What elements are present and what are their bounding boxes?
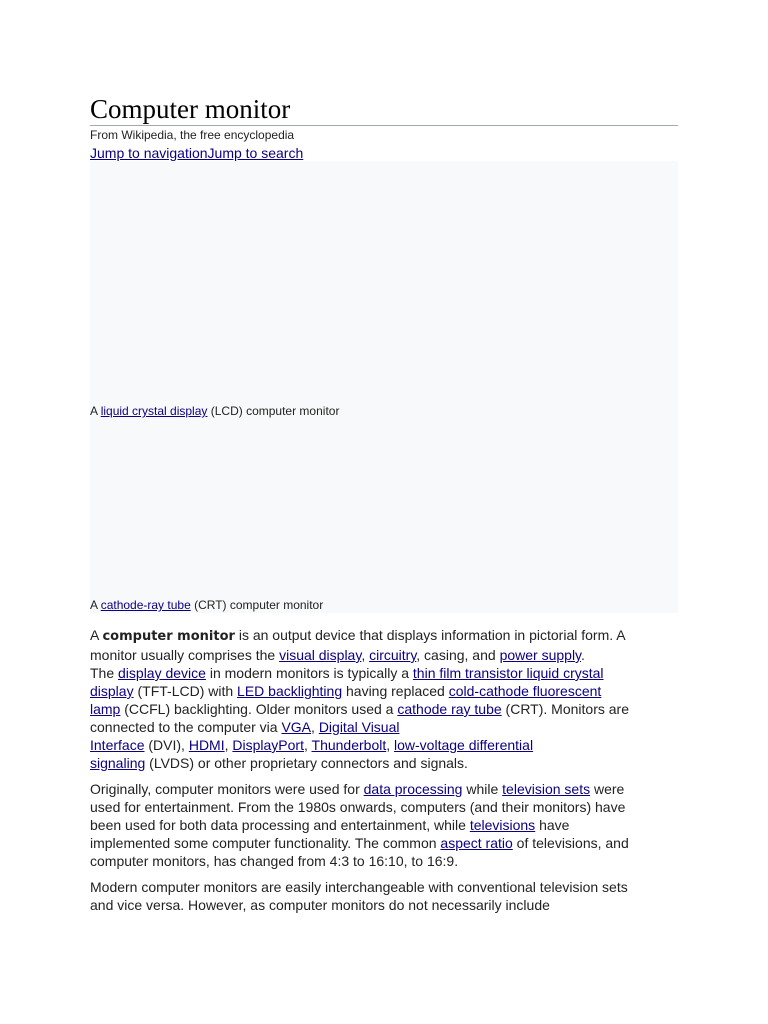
text: (CCFL) backlighting. Older monitors used a <box>120 701 398 717</box>
hdmi-link[interactable]: HDMI <box>188 737 225 753</box>
text-line <box>90 646 678 664</box>
aspect-ratio-link[interactable]: aspect ratio <box>440 835 513 851</box>
televisions-link[interactable]: televisions <box>469 817 536 833</box>
text: been used for both data processing and entertainment, while <box>90 817 470 833</box>
visual-display-link[interactable]: visual display <box>279 647 362 663</box>
text: A <box>90 627 103 643</box>
dvi-link[interactable]: Digital Visual <box>318 719 400 735</box>
ccfl-link[interactable]: cold-cathode fluorescent <box>448 683 602 699</box>
text-line <box>90 664 678 682</box>
text: monitor usually comprises the <box>90 647 280 663</box>
jump-to-search-link[interactable]: Jump to search <box>207 145 304 161</box>
displayport-link[interactable]: DisplayPort <box>232 737 304 753</box>
lvds-link[interactable]: low-voltage differential <box>394 737 534 753</box>
text-line <box>90 834 678 852</box>
jump-to-navigation-link[interactable]: Jump to navigation <box>90 145 208 161</box>
intro-paragraph <box>90 626 678 772</box>
infobox <box>90 161 678 613</box>
text: implemented some computer functionality. The common <box>90 835 441 851</box>
text-line <box>90 626 678 646</box>
jump-links <box>90 145 303 162</box>
title-divider <box>90 125 678 126</box>
page-title: Computer monitor <box>90 94 291 124</box>
text: Originally, computer monitors were used for <box>90 781 364 797</box>
article-body <box>90 626 678 922</box>
dvi-link[interactable]: Interface <box>90 737 145 753</box>
text-line: used for entertainment. From the 1980s onwards, computers (and their monitors) have <box>90 799 626 815</box>
text-line: Modern computer monitors are easily interchangeable with conventional television sets <box>90 879 628 895</box>
text: of televisions, and <box>512 835 629 851</box>
text-line <box>90 682 678 700</box>
caption-text: (CRT) computer monitor <box>190 598 324 612</box>
text: The <box>90 665 119 681</box>
text: having replaced <box>342 683 449 699</box>
text: in modern monitors is typically a <box>205 665 413 681</box>
text: were <box>590 781 625 797</box>
vga-link[interactable]: VGA <box>281 719 312 735</box>
data-processing-link[interactable]: data processing <box>363 781 463 797</box>
display-device-link[interactable]: display device <box>118 665 206 681</box>
text-line <box>90 700 678 718</box>
crt-image-caption <box>90 598 323 613</box>
television-sets-link[interactable]: television sets <box>502 781 591 797</box>
text: , casing, and <box>416 647 500 663</box>
text-line <box>90 736 678 754</box>
cathode-ray-tube-link[interactable]: cathode-ray tube <box>100 598 191 612</box>
text: , <box>311 719 319 735</box>
text: have <box>535 817 570 833</box>
led-backlighting-link[interactable]: LED backlighting <box>237 683 343 699</box>
text-line <box>90 754 678 772</box>
text: (TFT-LCD) with <box>133 683 238 699</box>
liquid-crystal-display-link[interactable]: liquid crystal display <box>100 404 208 418</box>
thunderbolt-link[interactable]: Thunderbolt <box>311 737 387 753</box>
bold-term: computer monitor <box>102 629 235 644</box>
tft-lcd-link[interactable]: display <box>90 683 134 699</box>
text: (CRT). Monitors are <box>501 701 629 717</box>
lcd-image-caption <box>90 404 339 419</box>
text: , <box>386 737 395 753</box>
text-line: computer monitors, has changed from 4:3 to 16:10, to 16:9. <box>90 853 459 869</box>
ccfl-link[interactable]: lamp <box>90 701 121 717</box>
text-line <box>90 816 678 834</box>
lvds-link[interactable]: signaling <box>90 755 146 771</box>
circuitry-link[interactable]: circuitry <box>369 647 417 663</box>
text: , <box>303 737 312 753</box>
text: , <box>361 647 370 663</box>
text: . <box>581 647 585 663</box>
text: while <box>462 781 503 797</box>
caption-text: (LCD) computer monitor <box>207 404 340 418</box>
caption-text: A <box>90 404 101 418</box>
site-tagline: From Wikipedia, the free encyclopedia <box>90 128 295 142</box>
text: , <box>224 737 233 753</box>
tft-lcd-link[interactable]: thin film transistor liquid crystal <box>412 665 604 681</box>
cathode-ray-tube-link[interactable]: cathode ray tube <box>397 701 502 717</box>
text-line <box>90 718 678 736</box>
text-line <box>90 780 678 798</box>
history-paragraph <box>90 780 678 870</box>
text: connected to the computer via <box>90 719 282 735</box>
text-line: and vice versa. However, as computer monitors do not necessarily include <box>90 897 550 913</box>
text: (DVI), <box>144 737 189 753</box>
interchangeability-paragraph <box>90 878 678 914</box>
text: is an output device that displays information in pictorial form. A <box>234 627 626 643</box>
caption-text: A <box>90 598 101 612</box>
power-supply-link[interactable]: power supply <box>499 647 582 663</box>
text: (LVDS) or other proprietary connectors and signals. <box>145 755 468 771</box>
